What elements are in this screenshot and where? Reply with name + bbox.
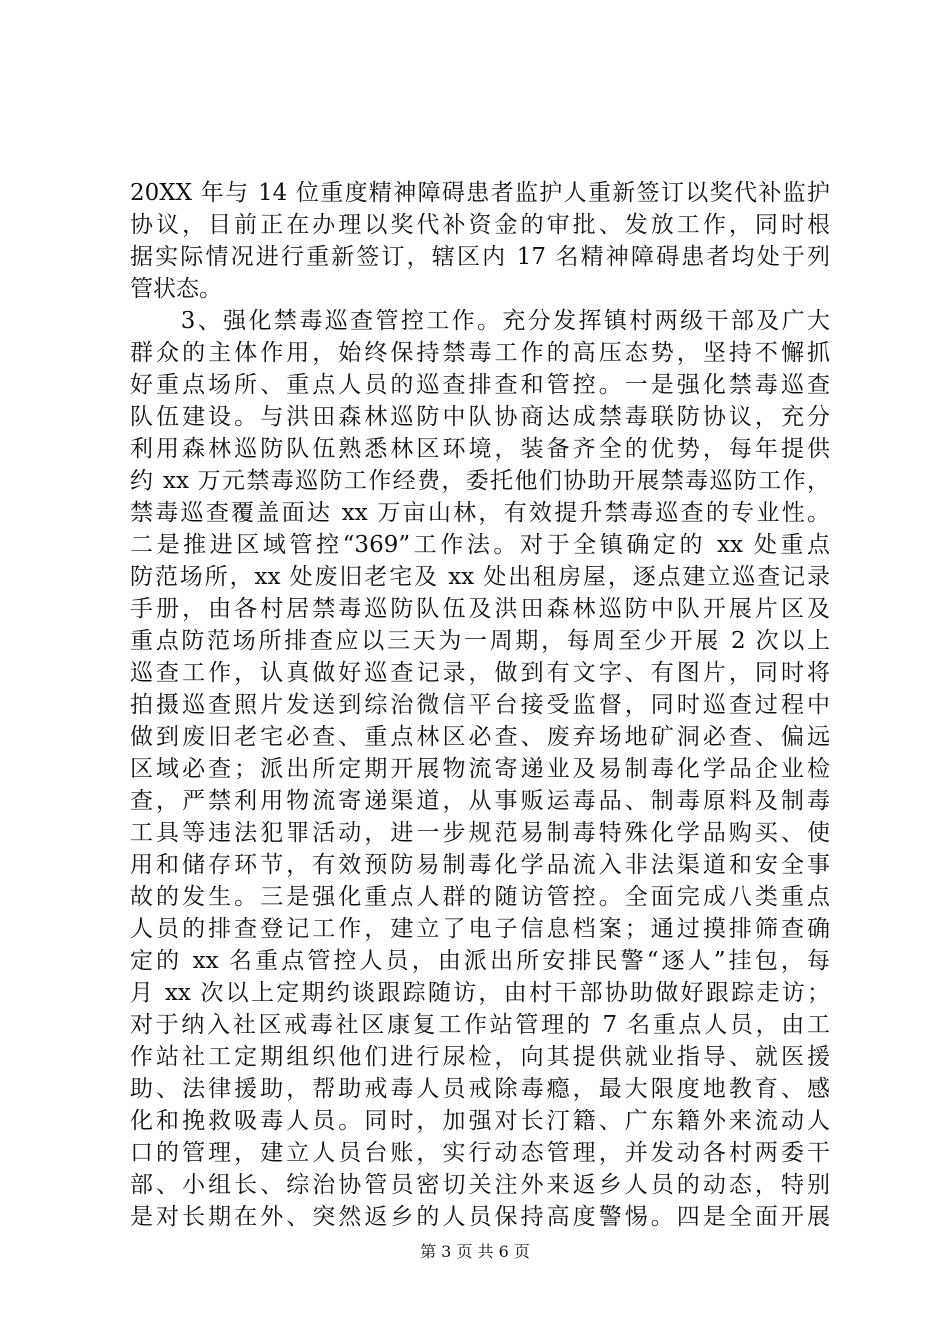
text-line: 用和储存环节，有效预防易制毒化学品流入非法渠道和安全事 <box>130 852 830 878</box>
text-line: 巡查工作，认真做好巡查记录，做到有文字、有图片，同时将 <box>130 660 830 686</box>
page-footer: 第 3 页 共 6 页 <box>420 1242 530 1261</box>
text-line: 3、强化禁毒巡查管控工作。充分发挥镇村两级干部及广大 <box>130 308 830 334</box>
text-line: 利用森林巡防队伍熟悉林区环境，装备齐全的优势，每年提供 <box>130 436 830 462</box>
text-line: 人员的排查登记工作，建立了电子信息档案；通过摸排筛查确 <box>130 916 830 942</box>
text-line: 据实际情况进行重新签订，辖区内 17 名精神障碍患者均处于列 <box>130 244 830 270</box>
text-line: 故的发生。三是强化重点人群的随访管控。全面完成八类重点 <box>130 884 830 910</box>
text-line: 助、法律援助，帮助戒毒人员戒除毒瘾，最大限度地教育、感 <box>130 1076 830 1102</box>
text-line: 群众的主体作用，始终保持禁毒工作的高压态势，坚持不懈抓 <box>130 340 830 366</box>
text-line: 管状态。 <box>130 276 222 302</box>
text-line: 防范场所，xx 处废旧老宅及 xx 处出租房屋，逐点建立巡查记录 <box>130 564 830 590</box>
text-line: 口的管理，建立人员台账，实行动态管理，并发动各村两委干 <box>130 1140 830 1166</box>
text-line: 协议，目前正在办理以奖代补资金的审批、发放工作，同时根 <box>130 212 830 238</box>
text-line: 作站社工定期组织他们进行尿检，向其提供就业指导、就医援 <box>130 1044 830 1070</box>
text-line: 是对长期在外、突然返乡的人员保持高度警惕。四是全面开展 <box>130 1204 830 1230</box>
text-line: 定的 xx 名重点管控人员，由派出所安排民警“逐人”挂包，每 <box>130 948 830 974</box>
text-line: 区域必查；派出所定期开展物流寄递业及易制毒化学品企业检 <box>130 756 830 782</box>
text-line: 做到废旧老宅必查、重点林区必查、废弃场地矿洞必查、偏远 <box>130 724 830 750</box>
text-line: 拍摄巡查照片发送到综治微信平台接受监督，同时巡查过程中 <box>130 692 830 718</box>
text-line: 重点防范场所排查应以三天为一周期，每周至少开展 2 次以上 <box>130 628 830 654</box>
text-line: 工具等违法犯罪活动，进一步规范易制毒特殊化学品购买、使 <box>130 820 830 846</box>
text-line: 手册，由各村居禁毒巡防队伍及洪田森林巡防中队开展片区及 <box>130 596 830 622</box>
text-line: 对于纳入社区戒毒社区康复工作站管理的 7 名重点人员，由工 <box>130 1012 830 1038</box>
text-line: 禁毒巡查覆盖面达 xx 万亩山林，有效提升禁毒巡查的专业性。 <box>130 500 830 526</box>
text-line: 化和挽救吸毒人员。同时，加强对长汀籍、广东籍外来流动人 <box>130 1108 830 1134</box>
text-line: 约 xx 万元禁毒巡防工作经费，委托他们协助开展禁毒巡防工作， <box>130 468 830 494</box>
text-line: 好重点场所、重点人员的巡查排查和管控。一是强化禁毒巡查 <box>130 372 830 398</box>
text-line: 队伍建设。与洪田森林巡防中队协商达成禁毒联防协议，充分 <box>130 404 830 430</box>
text-line: 查，严禁利用物流寄递渠道，从事贩运毒品、制毒原料及制毒 <box>130 788 830 814</box>
document-body <box>130 177 830 1233</box>
text-line: 20XX 年与 14 位重度精神障碍患者监护人重新签订以奖代补监护 <box>130 180 830 206</box>
text-line: 月 xx 次以上定期约谈跟踪随访，由村干部协助做好跟踪走访； <box>130 980 830 1006</box>
text-line: 二是推进区域管控“369”工作法。对于全镇确定的 xx 处重点 <box>130 532 830 558</box>
text-line: 部、小组长、综治协管员密切关注外来返乡人员的动态，特别 <box>130 1172 830 1198</box>
